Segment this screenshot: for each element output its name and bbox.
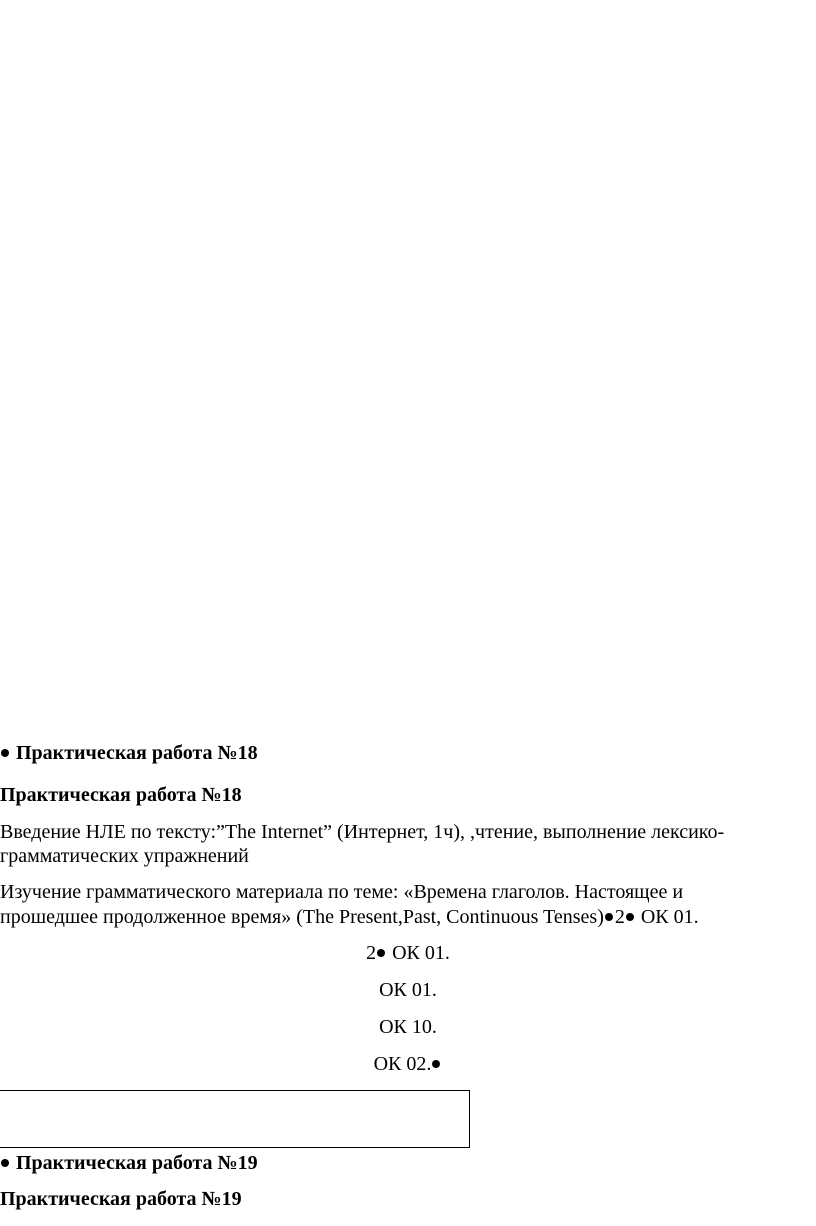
competency-line-2: ОК 01. — [379, 979, 437, 1001]
section-18-bullet-heading-text: Практическая работа №18 — [16, 742, 258, 764]
bullet-icon — [605, 913, 613, 921]
section-18-para2-line2-tail-b: ОК 01. — [635, 906, 699, 928]
section-18-para2-line2-tail-a: 2 — [614, 906, 625, 928]
section-18-heading: Практическая работа №18 — [0, 784, 242, 806]
competency-line-1-b: ОК 01. — [387, 942, 450, 964]
section-18-bullet-heading — [0, 740, 258, 767]
bullet-icon — [1, 749, 9, 757]
section-19-bullet-heading-text: Практическая работа №19 — [16, 1152, 258, 1174]
bullet-icon — [626, 913, 634, 921]
competency-line-4-text: ОК 02. — [373, 1053, 432, 1075]
competency-line-4 — [0, 1051, 816, 1078]
section-18-para2-line2 — [0, 904, 699, 931]
section-18-para2-line2-text: прошедшее продолженное время» (The Present,Past, Continuous Tenses) — [0, 906, 604, 928]
bullet-icon — [377, 949, 385, 957]
section-18-para1-line1: Введение НЛЕ по тексту:”The Internet” (Интернет, 1ч), ,чтение, выполнение лексико- — [0, 821, 725, 843]
competency-line-1 — [0, 940, 816, 967]
bullet-icon — [432, 1060, 440, 1068]
empty-table-box — [0, 1090, 470, 1148]
section-19-bullet-heading — [0, 1150, 258, 1177]
section-18-para2-line1: Изучение грамматического материала по теме: «Времена глаголов. Настоящее и — [0, 881, 684, 903]
competency-line-1-a: 2 — [366, 942, 377, 964]
section-18-para1-line2: грамматических упражнений — [0, 845, 249, 867]
section-19-heading: Практическая работа №19 — [0, 1188, 242, 1210]
competency-line-3: ОК 10. — [379, 1016, 437, 1038]
bullet-icon — [1, 1159, 9, 1167]
